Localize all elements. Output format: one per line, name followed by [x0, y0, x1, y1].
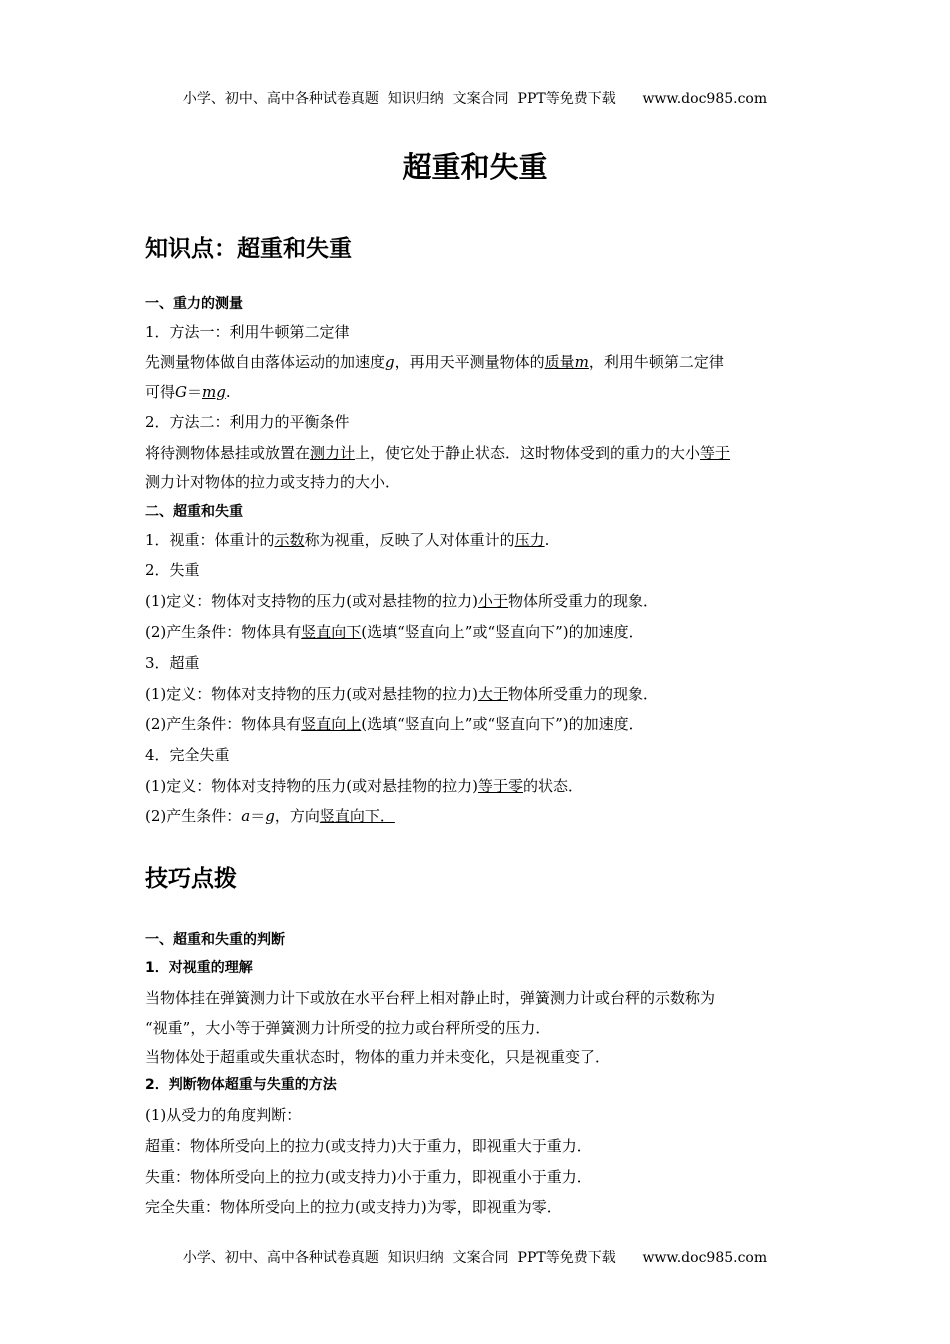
paragraph-line: “视重”，大小等于弹簧测力计所受的拉力或台秤所受的压力．	[145, 1019, 551, 1037]
blank-pressure: 压力	[514, 531, 545, 549]
method2-heading: 2．方法二：利用力的平衡条件	[145, 413, 350, 431]
page-footer: 小学、初中、高中各种试卷真题 知识归纳 文案合同 PPT等免费下载 www.doc985.com	[182, 1250, 768, 1266]
section-heading-knowledge: 知识点：超重和失重	[145, 236, 352, 262]
page-header: 小学、初中、高中各种试卷真题 知识归纳 文案合同 PPT等免费下载 www.doc985.com	[182, 91, 768, 107]
overweight-condition: (2)产生条件：物体具有竖直向上(选填“竖直向上”或“竖直向下”)的加速度．	[145, 715, 644, 733]
overweight-heading: 3．超重	[145, 654, 200, 672]
weightlessness-condition: (2)产生条件：物体具有竖直向下(选填“竖直向上”或“竖直向下”)的加速度．	[145, 623, 644, 641]
method2-text-line2: 测力计对物体的拉力或支持力的大小．	[145, 473, 401, 491]
overweight-definition: (1)定义：物体对支持物的压力(或对悬挂物的拉力)大于物体所受重力的现象．	[145, 685, 658, 703]
part1-heading: 一、重力的测量	[145, 296, 243, 312]
method1-heading: 1．方法一：利用牛顿第二定律	[145, 323, 350, 341]
weightlessness-definition: (1)定义：物体对支持物的压力(或对悬挂物的拉力)小于物体所受重力的现象．	[145, 592, 658, 610]
blank-equal: 等于	[700, 444, 731, 462]
judgement-method-heading: 2．判断物体超重与失重的方法	[145, 1077, 337, 1093]
judgement-heading: 一、超重和失重的判断	[145, 932, 285, 948]
paragraph-line: 完全失重：物体所受向上的拉力(或支持力)为零，即视重为零．	[145, 1198, 562, 1216]
complete-weightlessness-heading: 4．完全失重	[145, 746, 230, 764]
paragraph-line: 当物体处于超重或失重状态时，物体的重力并未变化，只是视重变了．	[145, 1048, 611, 1066]
paragraph-line: (1)从受力的角度判断：	[145, 1106, 302, 1124]
blank-mass: 质量	[544, 353, 575, 371]
section-heading-tips: 技巧点拨	[145, 866, 237, 892]
page-title: 超重和失重	[402, 150, 548, 184]
blank-dynamometer: 测力计	[310, 444, 356, 462]
part2-heading: 二、超重和失重	[145, 504, 243, 520]
paragraph-line: 超重：物体所受向上的拉力(或支持力)大于重力，即视重大于重力．	[145, 1137, 592, 1155]
blank-mg: mg	[202, 383, 226, 401]
blank-reading: 示数	[274, 531, 305, 549]
method1-text-line2: 可得G＝mg.	[145, 383, 231, 401]
complete-weightlessness-condition: (2)产生条件：a＝g，方向竖直向下．	[145, 807, 395, 825]
apparent-weight-text: 1．视重：体重计的示数称为视重，反映了人对体重计的压力.	[145, 531, 550, 549]
complete-weightlessness-definition: (1)定义：物体对支持物的压力(或对悬挂物的拉力)等于零的状态．	[145, 777, 583, 795]
paragraph-line: 失重：物体所受向上的拉力(或支持力)小于重力，即视重小于重力．	[145, 1168, 592, 1186]
method2-text-line1: 将待测物体悬挂或放置在测力计上，使它处于静止状态．这时物体受到的重力的大小等于	[145, 444, 731, 462]
paragraph-line: 当物体挂在弹簧测力计下或放在水平台秤上相对静止时，弹簧测力计或台秤的示数称为	[145, 989, 716, 1007]
method1-text-line1: 先测量物体做自由落体运动的加速度g，再用天平测量物体的质量m，利用牛顿第二定律	[145, 353, 724, 371]
apparent-weight-understanding-heading: 1．对视重的理解	[145, 960, 253, 976]
weightlessness-heading: 2．失重	[145, 561, 200, 579]
